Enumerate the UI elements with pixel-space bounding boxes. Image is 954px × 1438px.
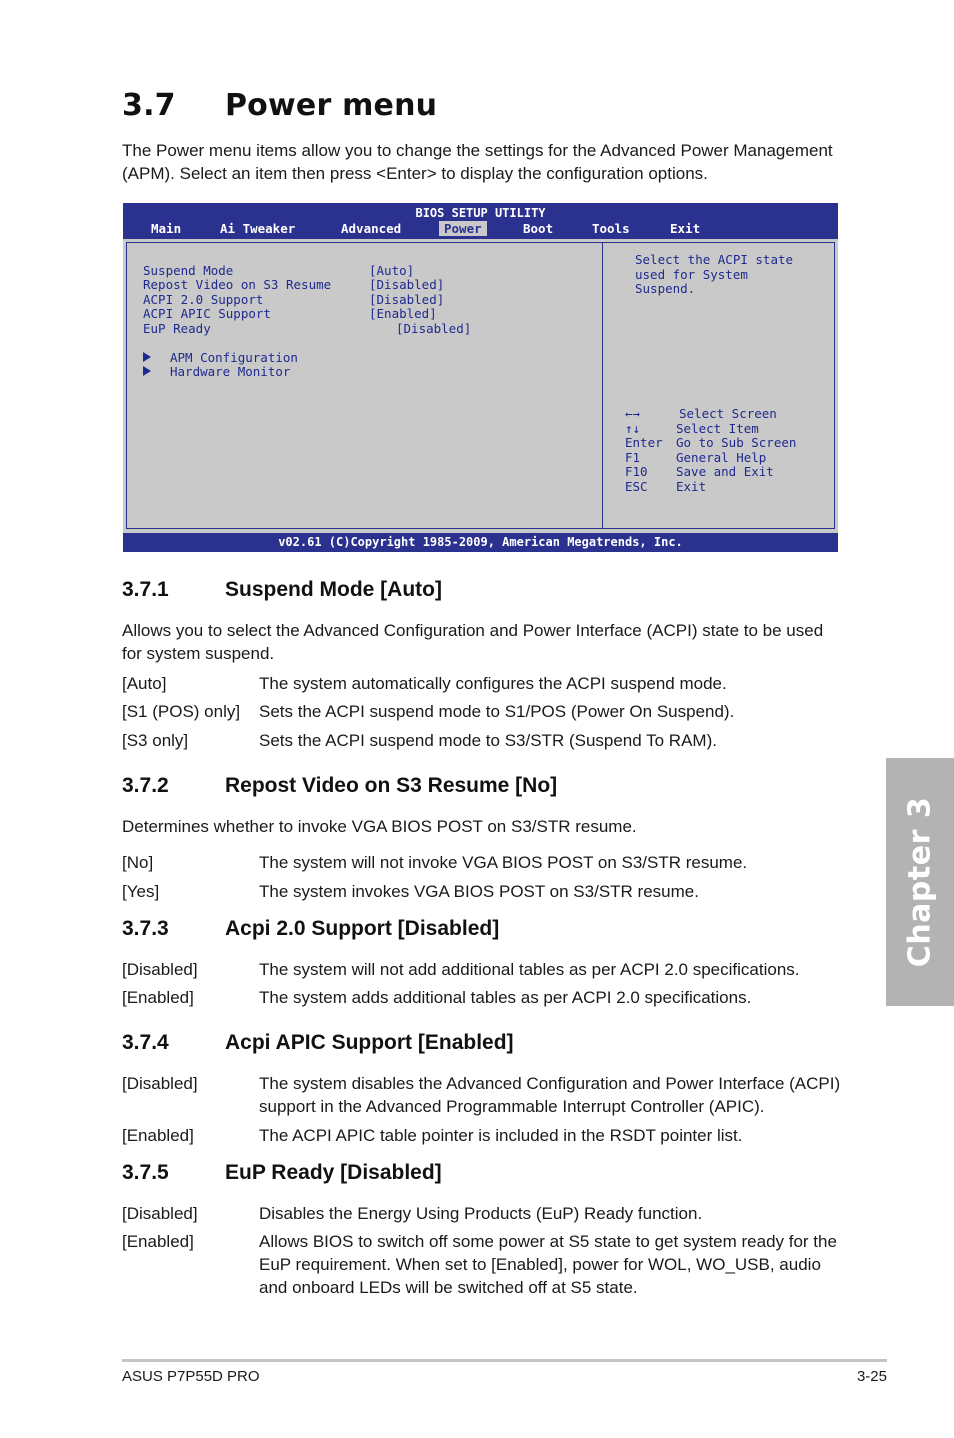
option-row <box>122 880 842 903</box>
option-text: Sets the ACPI suspend mode to S3/STR (Suspend To RAM). <box>259 731 717 750</box>
chapter-tab <box>886 758 954 1006</box>
left-right-arrows-icon: ←→ <box>625 406 641 421</box>
option-text: The system invokes VGA BIOS POST on S3/STR resume. <box>259 882 699 901</box>
subsection-number: 3.7.5 <box>122 1161 169 1184</box>
bios-key-desc: Go to Sub Screen <box>676 435 797 450</box>
bios-item-value[interactable]: [Disabled] <box>369 277 445 292</box>
option-key: [Enabled] <box>122 1126 194 1145</box>
option-row <box>122 729 842 752</box>
option-row <box>122 986 842 1009</box>
bios-divider <box>602 242 603 529</box>
subsection-heading <box>122 917 499 941</box>
subsection-number: 3.7.1 <box>122 578 169 601</box>
footer-page-number: 3-25 <box>856 1368 887 1385</box>
bios-item-value[interactable]: [Disabled] <box>396 321 472 336</box>
option-key: [Disabled] <box>122 960 198 979</box>
option-key: [Disabled] <box>122 1204 198 1223</box>
bios-help-text: used for System <box>635 267 748 282</box>
option-row <box>122 958 842 981</box>
option-text: The system adds additional tables as per ACPI 2.0 specifications. <box>259 988 752 1007</box>
bios-submenu-hardware-monitor[interactable]: Hardware Monitor <box>170 364 291 379</box>
option-row <box>122 700 842 723</box>
intro-paragraph: The Power menu items allow you to change the settings for the Advanced Power Management (APM). Select an item then press <Enter> to display the configuration options. <box>122 141 833 183</box>
bios-item-value[interactable]: [Disabled] <box>369 292 445 307</box>
bios-screen <box>123 203 838 552</box>
bios-header <box>123 203 838 239</box>
option-text: The system will not invoke VGA BIOS POST on S3/STR resume. <box>259 853 748 872</box>
option-key: [Enabled] <box>122 1232 194 1251</box>
bios-key-desc: Select Item <box>676 421 759 436</box>
chapter-label: Chapter 3 <box>902 796 938 968</box>
bios-tab-main[interactable]: Main <box>151 221 182 236</box>
option-key: [Auto] <box>122 674 167 693</box>
section-title: Power menu <box>225 88 438 123</box>
up-down-arrows-icon: ↑↓ <box>625 421 641 436</box>
bios-item-label[interactable]: ACPI 2.0 Support <box>143 292 264 307</box>
bios-tab-power[interactable]: Power <box>439 221 487 236</box>
bios-tab-advanced[interactable]: Advanced <box>341 221 402 236</box>
bios-key: Enter <box>625 435 663 450</box>
bios-key: F1 <box>625 450 641 465</box>
bios-item-label[interactable]: ACPI APIC Support <box>143 306 271 321</box>
bios-key-desc: Exit <box>676 479 707 494</box>
option-row <box>122 1072 842 1118</box>
submenu-arrow-icon <box>143 366 151 376</box>
option-text: The ACPI APIC table pointer is included in the RSDT pointer list. <box>259 1126 743 1145</box>
subsection-heading <box>122 1031 514 1055</box>
bios-key-desc: Save and Exit <box>676 464 774 479</box>
option-text: The system will not add additional tables as per ACPI 2.0 specifications. <box>259 960 800 979</box>
bios-item-value[interactable]: [Auto] <box>369 263 415 278</box>
subsection-heading <box>122 774 557 798</box>
option-key: [Yes] <box>122 882 160 901</box>
option-row <box>122 672 842 695</box>
footer-divider <box>122 1359 887 1362</box>
option-key: [Enabled] <box>122 988 194 1007</box>
option-key: [Disabled] <box>122 1074 198 1093</box>
bios-key-desc: General Help <box>676 450 767 465</box>
subsection-title: Repost Video on S3 Resume [No] <box>225 774 558 797</box>
option-key: [S1 (POS) only] <box>122 702 241 721</box>
option-key: [S3 only] <box>122 731 189 750</box>
bios-key: ESC <box>625 479 648 494</box>
subsection-description: Allows you to select the Advanced Configuration and Power Interface (ACPI) state to be used for system suspend. <box>122 621 824 663</box>
option-row <box>122 1230 842 1299</box>
subsection-description: Determines whether to invoke VGA BIOS POST on S3/STR resume. <box>122 817 637 836</box>
bios-title: BIOS SETUP UTILITY <box>415 206 546 220</box>
bios-key: F10 <box>625 464 648 479</box>
option-text: Sets the ACPI suspend mode to S1/POS (Power On Suspend). <box>259 702 735 721</box>
bios-help-text: Suspend. <box>635 281 696 296</box>
submenu-arrow-icon <box>143 352 151 362</box>
option-row <box>122 851 842 874</box>
bios-item-value[interactable]: [Enabled] <box>369 306 437 321</box>
bios-item-label[interactable]: EuP Ready <box>143 321 211 336</box>
option-row <box>122 1124 842 1147</box>
bios-tab-exit[interactable]: Exit <box>670 221 701 236</box>
footer-product-name: ASUS P7P55D PRO <box>122 1368 260 1385</box>
subsection-title: Acpi 2.0 Support [Disabled] <box>225 917 500 940</box>
subsection-number: 3.7.4 <box>122 1031 169 1054</box>
subsection-title: EuP Ready [Disabled] <box>225 1161 442 1184</box>
bios-item-label[interactable]: Suspend Mode <box>143 263 234 278</box>
bios-copyright: v02.61 (C)Copyright 1985-2009, American Megatrends, Inc. <box>123 533 838 552</box>
subsection-heading <box>122 1161 442 1185</box>
bios-help-text: Select the ACPI state <box>635 252 794 267</box>
option-text: The system disables the Advanced Configuration and Power Interface (ACPI) support in the Advanced Programmable Interrupt Controller (APIC). <box>259 1074 841 1116</box>
option-text: Allows BIOS to switch off some power at S5 state to get system ready for the EuP requirement. When set to [Enabled], power for WOL, WO_USB, audio and onboard LEDs will be switched off at S5 state. <box>259 1232 837 1297</box>
subsection-number: 3.7.2 <box>122 774 169 797</box>
section-number: 3.7 <box>122 88 176 123</box>
option-text: The system automatically configures the ACPI suspend mode. <box>259 674 727 693</box>
bios-item-label[interactable]: Repost Video on S3 Resume <box>143 277 332 292</box>
option-key: [No] <box>122 853 154 872</box>
page-title <box>122 88 437 123</box>
subsection-number: 3.7.3 <box>122 917 169 940</box>
bios-tab-tools[interactable]: Tools <box>592 221 630 236</box>
subsection-title: Suspend Mode [Auto] <box>225 578 442 601</box>
subsection-title: Acpi APIC Support [Enabled] <box>225 1031 514 1054</box>
bios-tab-ai-tweaker[interactable]: Ai Tweaker <box>220 221 296 236</box>
subsection-heading <box>122 578 442 602</box>
bios-key-desc: Select Screen <box>679 406 777 421</box>
option-row <box>122 1202 842 1225</box>
bios-tab-boot[interactable]: Boot <box>523 221 554 236</box>
option-text: Disables the Energy Using Products (EuP) Ready function. <box>259 1204 703 1223</box>
bios-submenu-apm[interactable]: APM Configuration <box>170 350 298 365</box>
